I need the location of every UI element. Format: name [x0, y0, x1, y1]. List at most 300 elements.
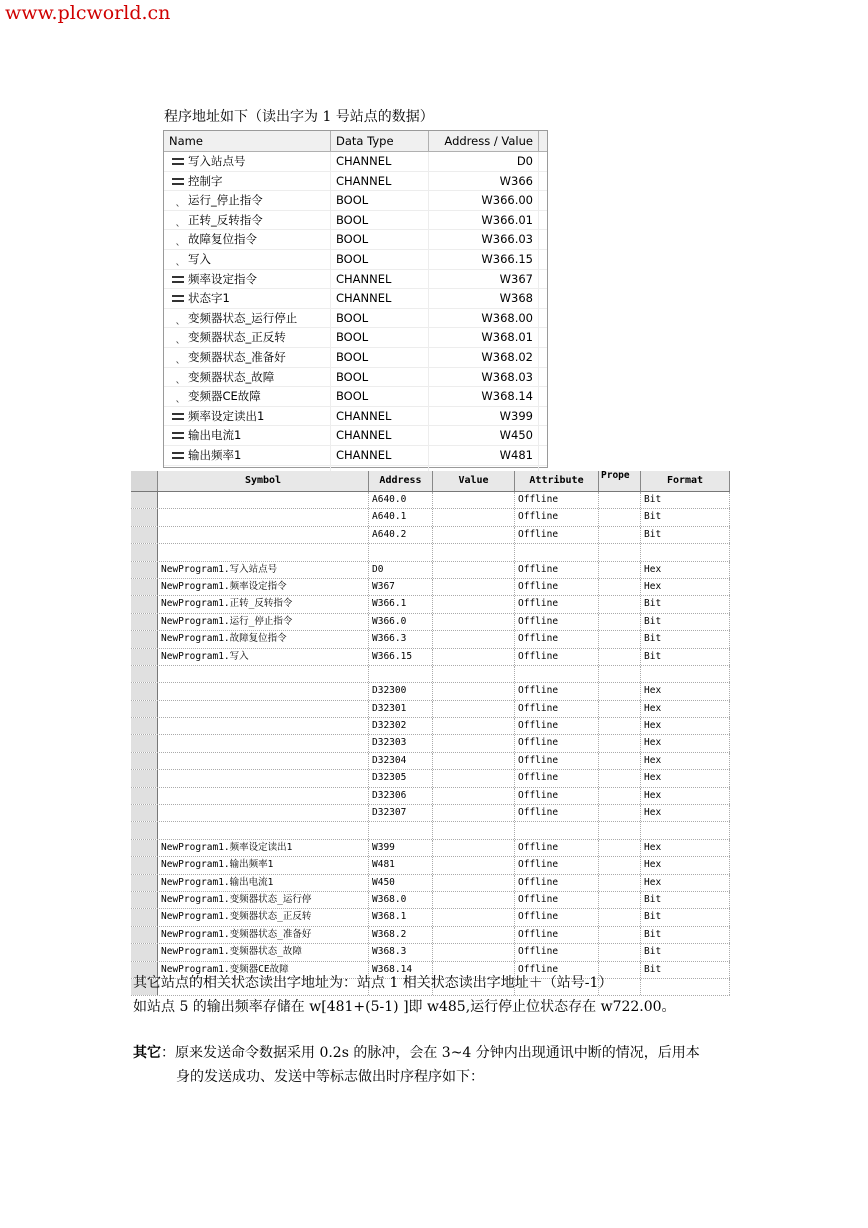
cell-properties: [599, 788, 641, 804]
table-header: [164, 131, 547, 152]
cell-attribute: Offline: [515, 701, 599, 717]
cell-value[interactable]: [433, 892, 515, 908]
cell-format: Hex: [641, 579, 730, 595]
cell-address: D32300: [369, 683, 433, 699]
cell-value[interactable]: [433, 770, 515, 786]
cell-address: W366: [429, 172, 539, 191]
cell-format: Hex: [641, 701, 730, 717]
cell-value[interactable]: [433, 666, 515, 682]
symbol-name: 变频器状态_运行停止: [188, 310, 298, 325]
cell-data-type: CHANNEL: [331, 270, 429, 289]
cell-symbol: [158, 788, 369, 804]
row-header[interactable]: [131, 527, 158, 543]
cell-attribute: Offline: [515, 770, 599, 786]
cell-name[interactable]: [164, 368, 331, 387]
cell-symbol: [158, 735, 369, 751]
cell-value[interactable]: [433, 579, 515, 595]
cell-symbol: NewProgram1.写入: [158, 649, 369, 665]
cell-data-type: BOOL: [331, 191, 429, 210]
cell-name[interactable]: [164, 309, 331, 328]
cell-name[interactable]: [164, 328, 331, 347]
table-row[interactable]: [164, 230, 547, 250]
symbol-name: 控制字: [188, 173, 223, 188]
table-row[interactable]: [164, 328, 547, 348]
cell-address: D32304: [369, 753, 433, 769]
cell-format: Hex: [641, 788, 730, 804]
cell-name[interactable]: [164, 289, 331, 308]
cell-format: Hex: [641, 562, 730, 578]
cell-address: W368.14: [369, 962, 433, 978]
cell-properties: [599, 701, 641, 717]
row-header[interactable]: [131, 492, 158, 508]
cell-value[interactable]: [433, 492, 515, 508]
table-row[interactable]: [131, 544, 730, 561]
row-header[interactable]: [131, 909, 158, 925]
cell-properties: [599, 927, 641, 943]
row-header[interactable]: [131, 544, 158, 560]
cell-format: [641, 979, 730, 995]
cell-name[interactable]: [164, 191, 331, 210]
symbol-name: 变频器状态_正反转: [188, 330, 286, 345]
symbol-name: 输出电流1: [188, 428, 242, 443]
symbol-name: 故障复位指令: [188, 232, 257, 247]
cell-address: D0: [429, 152, 539, 171]
cell-format: Bit: [641, 909, 730, 925]
symbol-name: 频率设定指令: [188, 271, 257, 286]
table-row[interactable]: [164, 152, 547, 172]
table-row[interactable]: [131, 735, 730, 752]
cell-value[interactable]: [433, 614, 515, 630]
row-header[interactable]: [131, 701, 158, 717]
table-row[interactable]: [131, 753, 730, 770]
cell-name[interactable]: [164, 446, 331, 465]
cell-data-type: BOOL: [331, 368, 429, 387]
bit-icon: ˎ: [175, 251, 181, 266]
cell-format: Hex: [641, 875, 730, 891]
cell-address: D32303: [369, 735, 433, 751]
cell-address: W368.14: [429, 387, 539, 406]
cell-address: D32301: [369, 701, 433, 717]
row-header[interactable]: [131, 509, 158, 525]
cell-data-type: BOOL: [331, 211, 429, 230]
cell-properties: [599, 649, 641, 665]
row-header[interactable]: [131, 857, 158, 873]
table-row[interactable]: [164, 289, 547, 309]
table-row[interactable]: [131, 840, 730, 857]
cell-symbol: [158, 822, 369, 838]
channel-icon: [172, 276, 184, 283]
cell-attribute: Offline: [515, 579, 599, 595]
table-row[interactable]: [131, 875, 730, 892]
cell-address: W367: [369, 579, 433, 595]
column-header-symbol[interactable]: Symbol: [158, 471, 369, 491]
cell-name[interactable]: [164, 348, 331, 367]
row-header[interactable]: [131, 562, 158, 578]
cell-attribute: Offline: [515, 596, 599, 612]
cell-data-type: BOOL: [331, 250, 429, 269]
paragraph-station-address: 其它站点的相关状态读出字地址为：站点 1 相关状态读出字地址＋（站号-1）: [133, 975, 613, 991]
cell-data-type: BOOL: [331, 387, 429, 406]
cell-value[interactable]: [433, 944, 515, 960]
cell-properties: [599, 579, 641, 595]
row-header[interactable]: [131, 614, 158, 630]
cell-address: D0: [369, 562, 433, 578]
cell-name[interactable]: [164, 387, 331, 406]
cell-attribute: Offline: [515, 562, 599, 578]
cell-format: Bit: [641, 527, 730, 543]
table-row[interactable]: [131, 770, 730, 787]
cell-format: Bit: [641, 649, 730, 665]
cell-symbol: NewProgram1.频率设定读出1: [158, 840, 369, 856]
cell-format: Hex: [641, 857, 730, 873]
cell-value[interactable]: [433, 718, 515, 734]
cell-value[interactable]: [433, 840, 515, 856]
cell-value[interactable]: [433, 649, 515, 665]
cell-symbol: NewProgram1.变频器CE故障: [158, 962, 369, 978]
cell-address: D32306: [369, 788, 433, 804]
table-row[interactable]: [131, 492, 730, 509]
table-row[interactable]: [164, 191, 547, 211]
table-row[interactable]: [131, 631, 730, 648]
cell-attribute: [515, 544, 599, 560]
cell-attribute: Offline: [515, 962, 599, 978]
cell-attribute: Offline: [515, 753, 599, 769]
column-header-name[interactable]: Name: [164, 131, 331, 151]
channel-icon: [172, 295, 184, 302]
table-row[interactable]: [131, 944, 730, 961]
cell-format: Bit: [641, 492, 730, 508]
table-row[interactable]: [131, 909, 730, 926]
table-row[interactable]: [164, 407, 547, 427]
row-header[interactable]: [131, 892, 158, 908]
cell-data-type: CHANNEL: [331, 446, 429, 465]
cell-attribute: Offline: [515, 840, 599, 856]
table-row[interactable]: [164, 270, 547, 290]
cell-value[interactable]: [433, 822, 515, 838]
bit-icon: ˎ: [175, 212, 181, 227]
cell-address: W481: [429, 446, 539, 465]
cell-format: [641, 544, 730, 560]
bit-icon: ˎ: [175, 310, 181, 325]
cell-address: W366.03: [429, 230, 539, 249]
cell-value[interactable]: [433, 875, 515, 891]
cell-properties: [599, 892, 641, 908]
cell-address: [369, 822, 433, 838]
table-row[interactable]: [164, 172, 547, 192]
column-header-address-value[interactable]: Address / Value: [429, 131, 539, 151]
symbol-name: 写入: [188, 251, 211, 266]
cell-name[interactable]: [164, 270, 331, 289]
row-header[interactable]: [131, 718, 158, 734]
cell-name[interactable]: [164, 230, 331, 249]
cell-address: W450: [429, 426, 539, 445]
cell-symbol: [158, 683, 369, 699]
cell-attribute: Offline: [515, 509, 599, 525]
other-text: ：原来发送命令数据采用 0.2s 的脉冲，会在 3~4 分钟内出现通讯中断的情况，后用本: [161, 1045, 700, 1061]
cell-attribute: Offline: [515, 649, 599, 665]
row-header[interactable]: [131, 927, 158, 943]
row-header[interactable]: [131, 579, 158, 595]
table-row[interactable]: [131, 683, 730, 700]
cell-attribute: Offline: [515, 631, 599, 647]
paragraph-other-continued: 身的发送成功、发送中等标志做出时序程序如下：: [176, 1069, 484, 1085]
channel-icon: [172, 178, 184, 185]
bit-icon: ˎ: [175, 389, 181, 404]
table-body: [164, 152, 547, 485]
cell-format: Hex: [641, 735, 730, 751]
table-header: [131, 471, 730, 492]
cell-properties: [599, 614, 641, 630]
cell-properties: [599, 857, 641, 873]
cell-symbol: [158, 544, 369, 560]
table-row[interactable]: [131, 562, 730, 579]
table-row[interactable]: [131, 805, 730, 822]
other-label: 其它: [133, 1045, 161, 1061]
cell-attribute: Offline: [515, 735, 599, 751]
cell-symbol: NewProgram1.变频器状态_故障: [158, 944, 369, 960]
cell-data-type: BOOL: [331, 230, 429, 249]
cell-address: W366.01: [429, 211, 539, 230]
cell-attribute: Offline: [515, 614, 599, 630]
table-row[interactable]: [131, 822, 730, 839]
table-row[interactable]: [164, 368, 547, 388]
cell-properties: [599, 666, 641, 682]
row-header[interactable]: [131, 788, 158, 804]
cell-properties: [599, 683, 641, 699]
cell-value[interactable]: [433, 596, 515, 612]
row-header[interactable]: [131, 944, 158, 960]
cell-address: W366.15: [429, 250, 539, 269]
cell-attribute: Offline: [515, 927, 599, 943]
row-header[interactable]: [131, 753, 158, 769]
row-header[interactable]: [131, 683, 158, 699]
cell-value[interactable]: [433, 788, 515, 804]
cell-value[interactable]: [433, 527, 515, 543]
table-row[interactable]: [131, 649, 730, 666]
cell-symbol: [158, 509, 369, 525]
cell-address: W481: [369, 857, 433, 873]
cell-attribute: Offline: [515, 718, 599, 734]
cell-address: [369, 666, 433, 682]
cell-format: Bit: [641, 892, 730, 908]
cell-data-type: BOOL: [331, 328, 429, 347]
cell-value[interactable]: [433, 735, 515, 751]
cell-address: W368: [429, 289, 539, 308]
cell-name[interactable]: [164, 211, 331, 230]
cell-attribute: [515, 666, 599, 682]
cell-address: W368.2: [369, 927, 433, 943]
cell-data-type: CHANNEL: [331, 426, 429, 445]
cell-properties: [599, 753, 641, 769]
cell-format: Bit: [641, 631, 730, 647]
intro-text: 程序地址如下（读出字为 1 号站点的数据）: [164, 109, 434, 125]
cell-name[interactable]: [164, 426, 331, 445]
symbol-name: 变频器状态_故障: [188, 369, 275, 384]
column-header-data-type[interactable]: Data Type: [331, 131, 429, 151]
cell-properties: [599, 805, 641, 821]
table-row[interactable]: [131, 579, 730, 596]
cell-symbol: [158, 770, 369, 786]
cell-symbol: NewProgram1.输出频率1: [158, 857, 369, 873]
symbol-name: 频率设定读出1: [188, 408, 265, 423]
symbol-name: 状态字1: [188, 291, 230, 306]
column-header-value[interactable]: Value: [433, 471, 515, 491]
row-header[interactable]: [131, 666, 158, 682]
cell-attribute: Offline: [515, 909, 599, 925]
cell-format: [641, 666, 730, 682]
cell-name[interactable]: [164, 172, 331, 191]
row-header[interactable]: [131, 649, 158, 665]
cell-address: W368.00: [429, 309, 539, 328]
cell-properties: [599, 944, 641, 960]
cell-attribute: Offline: [515, 788, 599, 804]
cell-symbol: [158, 701, 369, 717]
cell-symbol: NewProgram1.频率设定指令: [158, 579, 369, 595]
table-row[interactable]: [131, 788, 730, 805]
cell-format: Bit: [641, 962, 730, 978]
cell-address: W450: [369, 875, 433, 891]
cell-symbol: NewProgram1.写入站点号: [158, 562, 369, 578]
cell-properties: [599, 527, 641, 543]
symbol-name: 写入站点号: [188, 154, 246, 168]
cell-format: Bit: [641, 596, 730, 612]
cell-properties: [599, 596, 641, 612]
symbol-name: 运行_停止指令: [188, 193, 263, 208]
table-row[interactable]: [164, 309, 547, 329]
table-row[interactable]: [131, 718, 730, 735]
cell-address: A640.2: [369, 527, 433, 543]
cell-name[interactable]: [164, 407, 331, 426]
row-header[interactable]: [131, 840, 158, 856]
cell-symbol: [158, 666, 369, 682]
cell-symbol: [158, 527, 369, 543]
symbol-name: 变频器状态_准备好: [188, 349, 286, 364]
cell-value[interactable]: [433, 509, 515, 525]
cell-symbol: [158, 492, 369, 508]
cell-value[interactable]: [433, 927, 515, 943]
cell-data-type: BOOL: [331, 309, 429, 328]
cell-address: W399: [429, 407, 539, 426]
cell-symbol: [158, 718, 369, 734]
cell-name[interactable]: [164, 152, 331, 171]
cell-symbol: NewProgram1.正转_反转指令: [158, 596, 369, 612]
cell-attribute: Offline: [515, 944, 599, 960]
table-row[interactable]: [131, 509, 730, 526]
row-header[interactable]: [131, 822, 158, 838]
cell-address: A640.1: [369, 509, 433, 525]
cell-address: W368.03: [429, 368, 539, 387]
cell-address: W366.15: [369, 649, 433, 665]
cell-data-type: CHANNEL: [331, 152, 429, 171]
table-row[interactable]: [164, 250, 547, 270]
cell-properties: [599, 875, 641, 891]
cell-properties: [599, 735, 641, 751]
cell-format: Bit: [641, 944, 730, 960]
table-row[interactable]: [131, 927, 730, 944]
cell-address: W368.1: [369, 909, 433, 925]
column-header-format[interactable]: Format: [641, 471, 730, 491]
column-header-attribute[interactable]: Attribute: [515, 471, 599, 491]
cell-attribute: Offline: [515, 875, 599, 891]
cell-value[interactable]: [433, 857, 515, 873]
table-row[interactable]: [164, 446, 547, 466]
table-row[interactable]: [131, 666, 730, 683]
row-header[interactable]: [131, 770, 158, 786]
cell-value[interactable]: [433, 683, 515, 699]
cell-properties: [599, 544, 641, 560]
cell-format: Bit: [641, 927, 730, 943]
cell-value[interactable]: [433, 562, 515, 578]
cell-format: [641, 822, 730, 838]
cell-value[interactable]: [433, 631, 515, 647]
cell-value[interactable]: [433, 909, 515, 925]
cell-symbol: NewProgram1.故障复位指令: [158, 631, 369, 647]
column-header-properties[interactable]: Prope: [599, 471, 641, 491]
table-row[interactable]: [131, 596, 730, 613]
symbol-name: 输出频率1: [188, 447, 242, 462]
table-row[interactable]: [164, 211, 547, 231]
row-header[interactable]: [131, 735, 158, 751]
table-row[interactable]: [131, 701, 730, 718]
cell-format: Hex: [641, 840, 730, 856]
cell-symbol: NewProgram1.变频器状态_准备好: [158, 927, 369, 943]
symbol-name: 正转_反转指令: [188, 212, 263, 227]
watermark-link[interactable]: www.plcworld.cn: [5, 2, 171, 24]
table-row[interactable]: [131, 614, 730, 631]
row-header[interactable]: [131, 805, 158, 821]
symbol-name: 变频器CE故障: [188, 389, 261, 404]
table-row[interactable]: [164, 387, 547, 407]
row-header[interactable]: [131, 875, 158, 891]
cell-value[interactable]: [433, 753, 515, 769]
cell-format: Hex: [641, 683, 730, 699]
bit-icon: ˎ: [175, 349, 181, 364]
cell-value[interactable]: [433, 805, 515, 821]
table-row[interactable]: [164, 426, 547, 446]
cell-format: Hex: [641, 805, 730, 821]
cell-address: W366.00: [429, 191, 539, 210]
bit-icon: ˎ: [175, 193, 181, 208]
table-row[interactable]: [131, 892, 730, 909]
cell-symbol: NewProgram1.输出电流1: [158, 875, 369, 891]
cell-value[interactable]: [433, 701, 515, 717]
cell-address: A640.0: [369, 492, 433, 508]
column-header-address[interactable]: Address: [369, 471, 433, 491]
table-body: [131, 492, 730, 996]
cell-format: Hex: [641, 753, 730, 769]
table-row[interactable]: [131, 527, 730, 544]
table-row[interactable]: [164, 348, 547, 368]
cell-name[interactable]: [164, 250, 331, 269]
row-header[interactable]: [131, 631, 158, 647]
channel-icon: [172, 432, 184, 439]
cell-value[interactable]: [433, 544, 515, 560]
cell-format: Hex: [641, 770, 730, 786]
channel-icon: [172, 413, 184, 420]
paragraph-other: [133, 1042, 700, 1062]
cell-format: Bit: [641, 509, 730, 525]
cell-attribute: Offline: [515, 857, 599, 873]
cell-symbol: NewProgram1.变频器状态_运行停: [158, 892, 369, 908]
cell-address: W366.1: [369, 596, 433, 612]
cell-properties: [599, 718, 641, 734]
cell-address: W366.0: [369, 614, 433, 630]
cell-data-type: CHANNEL: [331, 172, 429, 191]
cell-data-type: BOOL: [331, 348, 429, 367]
row-header[interactable]: [131, 596, 158, 612]
cell-attribute: Offline: [515, 683, 599, 699]
table-row[interactable]: [131, 857, 730, 874]
